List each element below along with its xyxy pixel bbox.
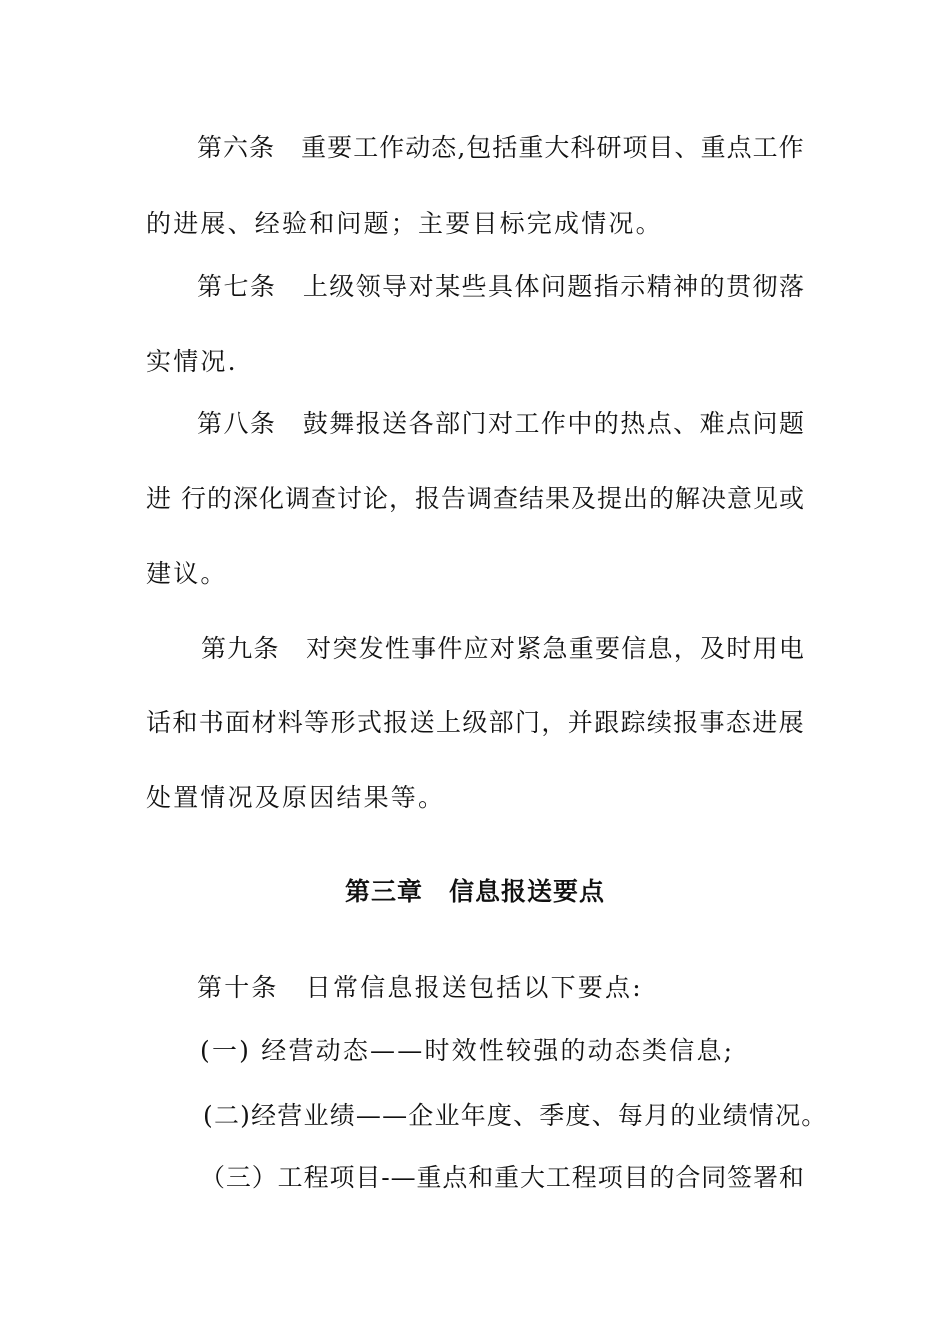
list-item-3: （ 三 ） 工 程 项 目 - — 重 点 和 重 大 工 程 项 目 的 合 同 签 署 和 <box>200 1163 804 1192</box>
list-item-2: (二)经营业绩——企业年度、季度、每月的业绩情况。 <box>203 1101 828 1130</box>
article-8-line-3: 建议。 <box>146 559 228 588</box>
article-8-line-1: 第 八 条 鼓 舞 报 送 各 部 门 对 工 作 中 的 热 点 、 难 点 问 题 <box>197 409 804 438</box>
chapter-heading: 第三章 信息报送要点 <box>344 877 605 906</box>
article-7-line-2: 实情况. <box>146 347 238 376</box>
article-7-line-1: 第 七 条 上 级 领 导 对 某 些 具 体 问 题 指 示 精 神 的 贯 彻 落 <box>197 272 804 301</box>
article-6-line-2: 的进展、经验和问题；主要目标完成情况。 <box>146 209 663 238</box>
article-6-line-1: 第 六 条 重 要 工 作 动 态 , 包 括 重 大 科 研 项 目 、 重 点 工 作 <box>197 133 804 162</box>
article-9-line-1: 第 九 条 对 突 发 性 事 件 应 对 紧 急 重 要 信 息 ， 及 时 用 电 <box>201 634 804 663</box>
article-9-line-2: 话 和 书 面 材 料 等 形 式 报 送 上 级 部 门 ， 并 跟 踪 续 报 事 态 进 展 <box>146 708 804 737</box>
article-10-line-1: 第十条 日常信息报送包括以下要点: <box>197 973 643 1002</box>
article-9-line-3: 处置情况及原因结果等。 <box>146 783 446 812</box>
article-8-line-2: 进 行 的 深 化 调 查 讨 论 ， 报 告 调 查 结 果 及 提 出 的 解 决 意 见 或 <box>146 484 804 513</box>
list-item-1: (一) 经营动态——时效性较强的动态类信息; <box>200 1036 735 1065</box>
